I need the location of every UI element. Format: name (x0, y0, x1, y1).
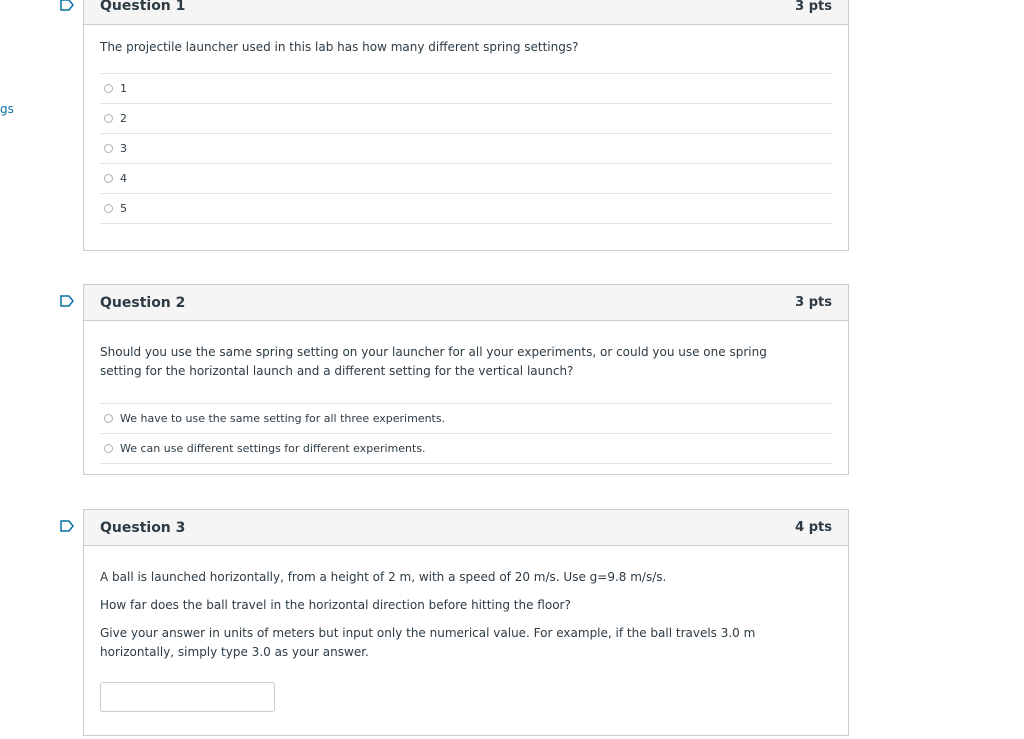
radio-circle-icon[interactable] (104, 204, 113, 213)
flag-icon[interactable] (60, 295, 74, 307)
question-header (84, 285, 848, 321)
answer-option[interactable] (100, 164, 832, 194)
answer-option[interactable] (100, 104, 832, 134)
answer-option[interactable] (100, 194, 832, 224)
answer-label: 3 (120, 142, 127, 155)
radio-circle-icon[interactable] (104, 444, 113, 453)
radio-circle-icon[interactable] (104, 114, 113, 123)
question-text: The projectile launcher used in this lab has how many different spring settings? (100, 40, 579, 54)
radio-circle-icon[interactable] (104, 414, 113, 423)
question-paragraph: A ball is launched horizontally, from a height of 2 m, with a speed of 20 m/s. Use g=9.8 m/s/s. (100, 570, 667, 584)
flag-icon[interactable] (60, 520, 74, 532)
question-title: Question 2 (100, 294, 186, 311)
question-header (84, 510, 848, 546)
question-paragraph: Give your answer in units of meters but input only the numerical value. For example, if the ball travels 3.0 m horizontally, simply type 3.0 as your answer. (100, 626, 756, 659)
answer-label: 5 (120, 202, 127, 215)
question-points: 4 pts (795, 520, 832, 535)
question-title: Question 3 (100, 519, 186, 536)
radio-circle-icon[interactable] (104, 174, 113, 183)
answer-label: 1 (120, 82, 127, 95)
question-points: 3 pts (795, 0, 832, 14)
question-card-2 (83, 284, 849, 475)
answer-label: 2 (120, 112, 127, 125)
question-text: Should you use the same spring setting on your launcher for all your experiments, or could you use one spring setting for the horizontal launch and a different setting for the vertical launch? (100, 345, 767, 378)
question-title: Question 1 (100, 0, 186, 14)
radio-circle-icon[interactable] (104, 84, 113, 93)
question-points: 3 pts (795, 295, 832, 310)
answer-label: We can use different settings for different experiments. (120, 442, 426, 455)
question-header (84, 0, 848, 25)
answer-option[interactable] (100, 134, 832, 164)
answer-option[interactable] (100, 404, 832, 434)
answer-label: 4 (120, 172, 127, 185)
radio-circle-icon[interactable] (104, 144, 113, 153)
answer-option[interactable] (100, 434, 832, 464)
answer-label: We have to use the same setting for all three experiments. (120, 412, 446, 425)
answer-input[interactable] (100, 682, 275, 712)
answer-list (100, 73, 832, 224)
question-card-1 (83, 0, 849, 251)
answer-list (100, 403, 832, 464)
question-card-3 (83, 509, 849, 736)
flag-icon[interactable] (60, 0, 74, 11)
sidebar-partial-text[interactable]: gs (0, 102, 14, 116)
question-paragraph: How far does the ball travel in the horizontal direction before hitting the floor? (100, 598, 571, 612)
answer-option[interactable] (100, 74, 832, 104)
